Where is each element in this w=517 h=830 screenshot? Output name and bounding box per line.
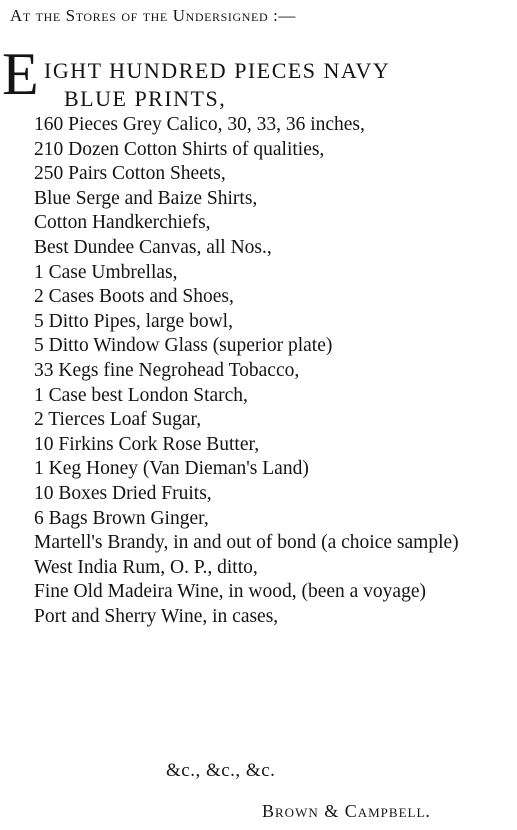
list-item: 5 Ditto Window Glass (superior plate) — [34, 335, 333, 357]
list-item: 2 Cases Boots and Shoes, — [34, 286, 234, 308]
headline: IGHT HUNDRED PIECES NAVY — [44, 58, 391, 83]
list-item: 210 Dozen Cotton Shirts of qualities, — [34, 138, 325, 160]
list-item: Blue Serge and Baize Shirts, — [34, 187, 258, 209]
list-item: 33 Kegs fine Negrohead Tobacco, — [34, 359, 300, 381]
list-item: 1 Keg Honey (Van Dieman's Land) — [34, 458, 309, 480]
list-item: 10 Boxes Dried Fruits, — [34, 482, 212, 504]
list-item: West India Rum, O. P., ditto, — [34, 556, 258, 578]
list-item: 160 Pieces Grey Calico, 30, 33, 36 inches, — [34, 114, 365, 135]
list-item: 1 Case Umbrellas, — [34, 261, 178, 283]
list-item: 1 Case best London Starch, — [34, 384, 248, 406]
list-item: Best Dundee Canvas, all Nos., — [34, 236, 272, 258]
signature: Brown & Campbell. — [262, 801, 431, 821]
list-item: 250 Pairs Cotton Sheets, — [34, 163, 226, 185]
header-line: At the Stores of the Undersigned :— — [10, 6, 297, 25]
list-item: Martell's Brandy, in and out of bond (a choice sample) — [34, 532, 459, 554]
list-item: 5 Ditto Pipes, large bowl, — [34, 310, 233, 332]
list-item: 10 Firkins Cork Rose Butter, — [34, 433, 260, 455]
drop-cap: E — [2, 41, 39, 107]
list-item: Cotton Handkerchiefs, — [34, 212, 211, 234]
list-item: 6 Bags Brown Ginger, — [34, 507, 209, 529]
headline-continuation: BLUE PRINTS, — [64, 86, 227, 111]
goods-list — [34, 113, 514, 629]
list-item: 2 Tierces Loaf Sugar, — [34, 409, 202, 431]
etcetera-line: &c., &c., &c. — [166, 760, 276, 781]
list-item: Port and Sherry Wine, in cases, — [34, 605, 279, 627]
list-item: Fine Old Madeira Wine, in wood, (been a voyage) — [34, 581, 426, 603]
